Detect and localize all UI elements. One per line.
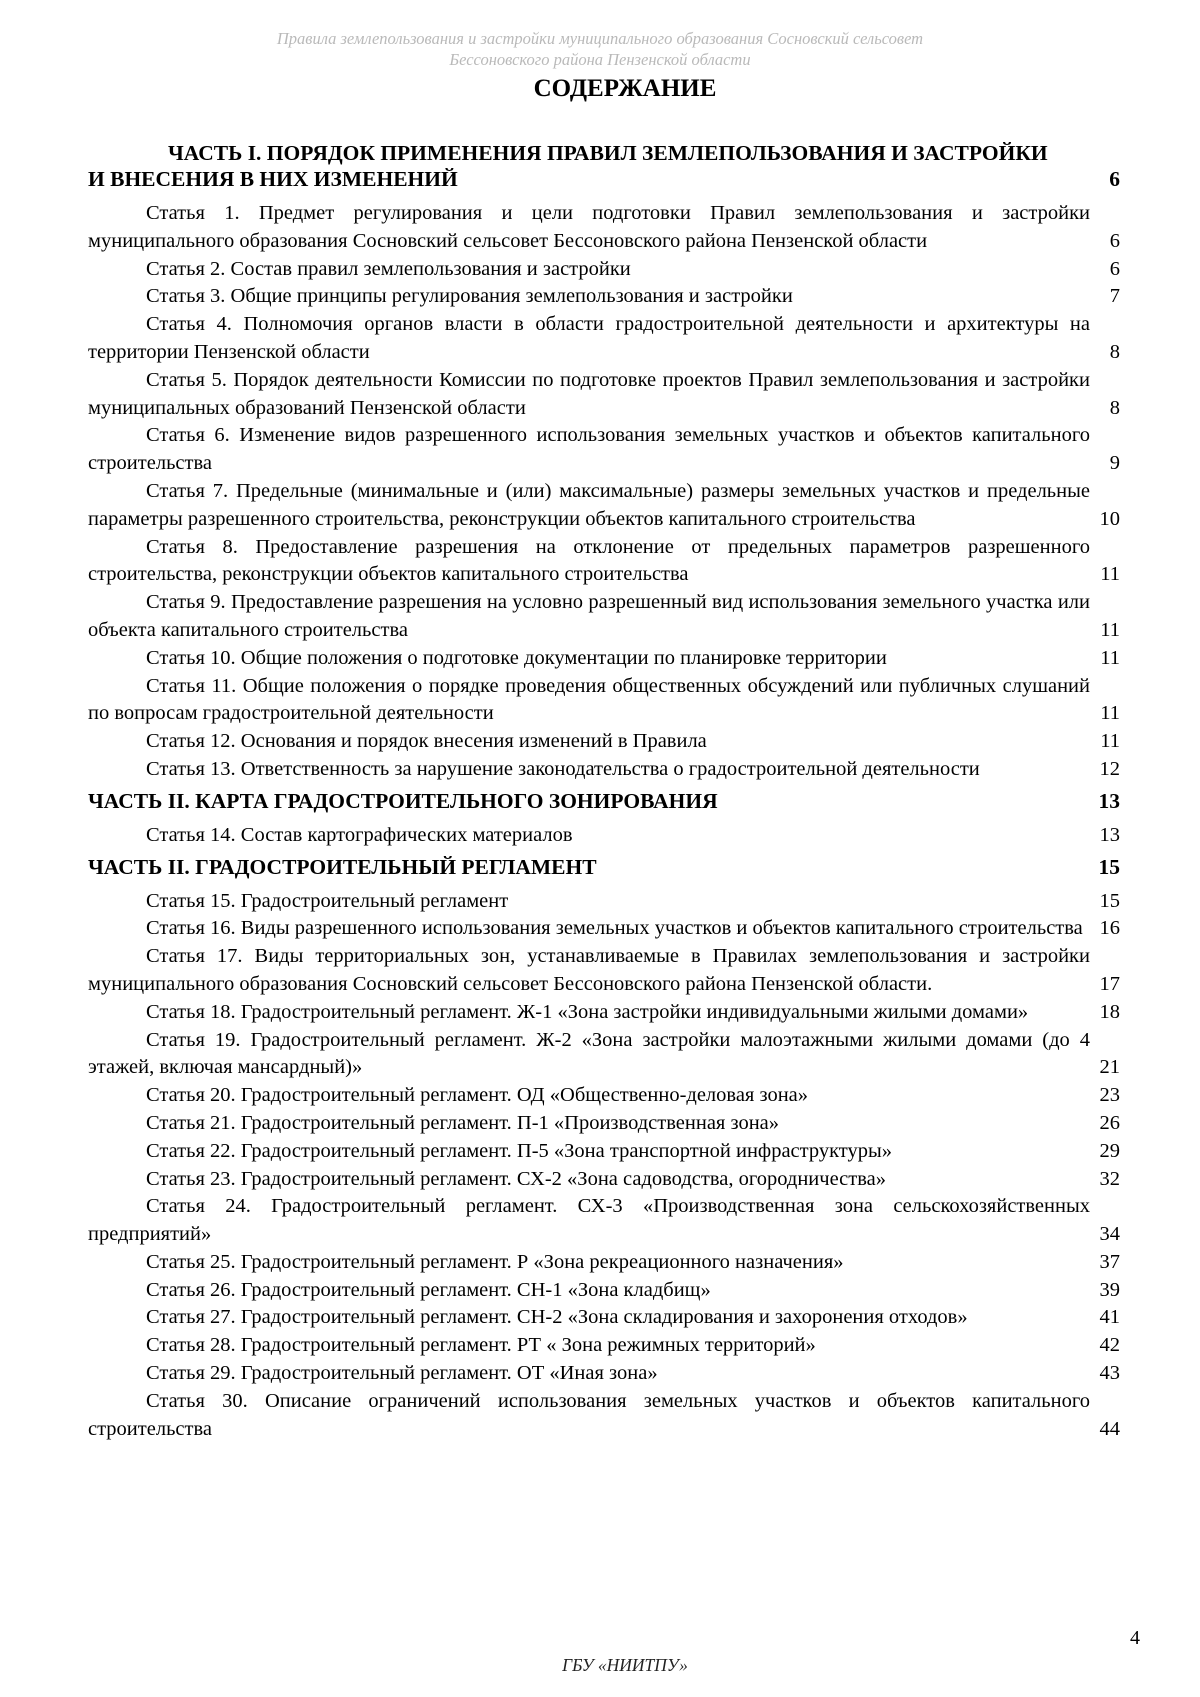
toc-entry-title: Статья 5. Порядок деятельности Комиссии по подготовке проектов Правил землепользования и застройки муниципальных образований Пензенской области [88,368,1090,419]
toc-entry [88,367,1120,423]
running-header-line-1: Правила землепользования и застройки муниципального образования Сосновский сельсовет [276,29,924,48]
toc-page-number: 8 [1109,340,1120,363]
toc-page-number: 16 [1099,917,1120,940]
toc-page-number: 15 [1099,889,1120,912]
page-title: СОДЕРЖАНИЕ [533,75,717,102]
toc-entry [88,822,1120,850]
toc-part-heading [88,140,1120,192]
toc-page-number: 11 [1100,563,1120,586]
toc-entry-title: Статья 3. Общие принципы регулирования землепользования и застройки [146,285,793,308]
toc-page-number: 21 [1099,1056,1120,1079]
toc-page-number: 41 [1099,1306,1120,1329]
toc-page-number: 11 [1100,730,1120,753]
toc-part-heading [88,788,1120,814]
toc-entry [88,283,1120,311]
toc-entry-title: Статья 24. Градостроительный регламент. СХ-3 «Производственная зона сельскохозяйственных предприятий» [88,1195,1090,1246]
toc-part-title: ЧАСТЬ I. ПОРЯДОК ПРИМЕНЕНИЯ ПРАВИЛ ЗЕМЛЕПОЛЬЗОВАНИЯ И ЗАСТРОЙКИ И ВНЕСЕНИЯ В НИХ ИЗМЕНЕНИЙ [88,141,1048,191]
toc-entry-title: Статья 15. Градостроительный регламент [146,889,509,912]
toc-entry [88,256,1120,284]
toc-entry [88,1166,1120,1194]
toc-entry [88,589,1120,645]
toc-page-number: 11 [1100,618,1120,641]
toc-entry [88,673,1120,729]
toc-entry [88,1388,1120,1444]
toc-page-number: 39 [1099,1278,1120,1301]
toc-entry-title: Статья 11. Общие положения о порядке проведения общественных обсуждений или публичных слушаний по вопросам градостроительной деятельности [88,674,1090,725]
toc-page-number: 17 [1099,972,1120,995]
toc-page-number: 11 [1100,702,1120,725]
toc-page-number: 37 [1099,1250,1120,1273]
toc-entry-title: Статья 4. Полномочия органов власти в области градостроительной деятельности и архитектуры на территории Пензенской области [88,313,1090,363]
running-header [150,28,1050,70]
toc-entry [88,478,1120,534]
toc-entry [88,311,1120,367]
toc-entry-title: Статья 20. Градостроительный регламент. ОД «Общественно-деловая зона» [146,1084,809,1107]
toc-entry-title: Статья 8. Предоставление разрешения на отклонение от предельных параметров разрешенного строительства, реконструкции объектов капитального строительства [88,535,1090,586]
toc-part-title: ЧАСТЬ II. ГРАДОСТРОИТЕЛЬНЫЙ РЕГЛАМЕНТ [88,854,597,879]
toc-entry-title: Статья 7. Предельные (минимальные и (или) максимальные) размеры земельных участков и предельные параметры разрешенного строительства, реконструкции объектов капитального строительства [88,479,1090,530]
toc-page-number: 26 [1099,1111,1120,1134]
toc-entry [88,1332,1120,1360]
toc-entry [88,1249,1120,1277]
toc-entry-title: Статья 9. Предоставление разрешения на условно разрешенный вид использования земельного участка или объекта капитального строительства [88,591,1090,641]
toc-page-number: 6 [1109,257,1120,280]
toc-page-number: 6 [1109,167,1120,191]
toc-entry-title: Статья 18. Градостроительный регламент. Ж-1 «Зона застройки индивидуальными жилыми домами» [146,1000,1029,1023]
page-number: 4 [1130,1627,1140,1649]
toc-page-number: 13 [1098,788,1120,813]
toc-entry-title: Статья 25. Градостроительный регламент. Р «Зона рекреационного назначения» [146,1250,844,1273]
toc-entry-title: Статья 12. Основания и порядок внесения изменений в Правила [146,730,707,753]
toc-entry-title: Статья 19. Градостроительный регламент. Ж-2 «Зона застройки малоэтажными жилыми домами (до 4 этажей, включая мансардный)» [88,1028,1090,1079]
toc-entry [88,756,1120,784]
toc-page-number: 15 [1098,854,1120,879]
toc-page-number: 11 [1100,646,1120,669]
toc-entry [88,1082,1120,1110]
toc-entry-title: Статья 6. Изменение видов разрешенного использования земельных участков и объектов капитального строительства [88,424,1090,475]
toc-entry-title: Статья 21. Градостроительный регламент. П-1 «Производственная зона» [146,1111,780,1134]
toc-entry [88,422,1120,478]
toc-entry-title: Статья 13. Ответственность за нарушение законодательства о градостроительной деятельности [146,757,980,780]
toc-entry-title: Статья 2. Состав правил землепользования и застройки [146,257,631,280]
toc-page-number: 29 [1099,1139,1120,1162]
toc-page-number: 44 [1099,1417,1120,1440]
toc-entry-title: Статья 1. Предмет регулирования и цели подготовки Правил землепользования и застройки муниципального образования Сосновский сельсовет Бессоновского района Пензенской области [88,202,1090,252]
toc-page-number: 42 [1099,1334,1120,1357]
toc-page-number: 8 [1109,396,1120,419]
toc-entry [88,645,1120,673]
running-header-line-2: Бессоновского района Пензенской области [449,50,751,69]
toc-entry [88,200,1120,256]
footer: ГБУ «НИИТПУ» [562,1655,688,1675]
toc-entry [88,915,1120,943]
toc-page-number: 7 [1109,285,1120,308]
toc-entry [88,534,1120,590]
table-of-contents [88,140,1120,1443]
toc-entry-title: Статья 27. Градостроительный регламент. СН-2 «Зона складирования и захоронения отходов» [146,1306,968,1329]
toc-entry [88,1277,1120,1305]
toc-page-number: 6 [1109,229,1120,252]
toc-entry-title: Статья 23. Градостроительный регламент. СХ-2 «Зона садоводства, огородничества» [146,1167,887,1190]
toc-page-number: 9 [1109,452,1120,475]
toc-page-number: 32 [1099,1167,1120,1190]
toc-entry [88,888,1120,916]
toc-entry-title: Статья 30. Описание ограничений использования земельных участков и объектов капитального строительства [88,1389,1090,1440]
toc-entry-title: Статья 28. Градостроительный регламент. РТ « Зона режимных территорий» [146,1334,816,1357]
toc-page-number: 13 [1099,823,1120,846]
toc-page-number: 10 [1099,507,1120,530]
toc-entry-title: Статья 26. Градостроительный регламент. СН-1 «Зона кладбищ» [146,1278,711,1301]
toc-entry-title: Статья 16. Виды разрешенного использования земельных участков и объектов капитального строительства [146,917,1083,940]
toc-page-number: 34 [1099,1223,1120,1246]
toc-page-number: 23 [1099,1084,1120,1107]
toc-entry-title: Статья 22. Градостроительный регламент. П-5 «Зона транспортной инфраструктуры» [146,1139,892,1162]
toc-entry [88,999,1120,1027]
toc-entry [88,1027,1120,1083]
toc-page-number: 18 [1099,1000,1120,1023]
toc-entry-title: Статья 29. Градостроительный регламент. ОТ «Иная зона» [146,1362,658,1385]
toc-entry [88,1304,1120,1332]
toc-entry-title: Статья 14. Состав картографических материалов [146,823,573,846]
toc-page-number: 12 [1099,757,1120,780]
toc-entry-title: Статья 17. Виды территориальных зон, устанавливаемые в Правилах землепользования и застройки муниципального образования Сосновский сельсовет Бессоновского района Пензенской области. [88,945,1090,995]
toc-entry [88,728,1120,756]
toc-entry-title: Статья 10. Общие положения о подготовке документации по планировке территории [146,646,887,669]
toc-entry [88,1138,1120,1166]
toc-entry [88,1110,1120,1138]
toc-entry [88,1360,1120,1388]
toc-entry [88,943,1120,999]
toc-entry [88,1193,1120,1249]
toc-page-number: 43 [1099,1362,1120,1385]
toc-part-title: ЧАСТЬ II. КАРТА ГРАДОСТРОИТЕЛЬНОГО ЗОНИРОВАНИЯ [88,788,718,813]
toc-part-heading [88,854,1120,880]
